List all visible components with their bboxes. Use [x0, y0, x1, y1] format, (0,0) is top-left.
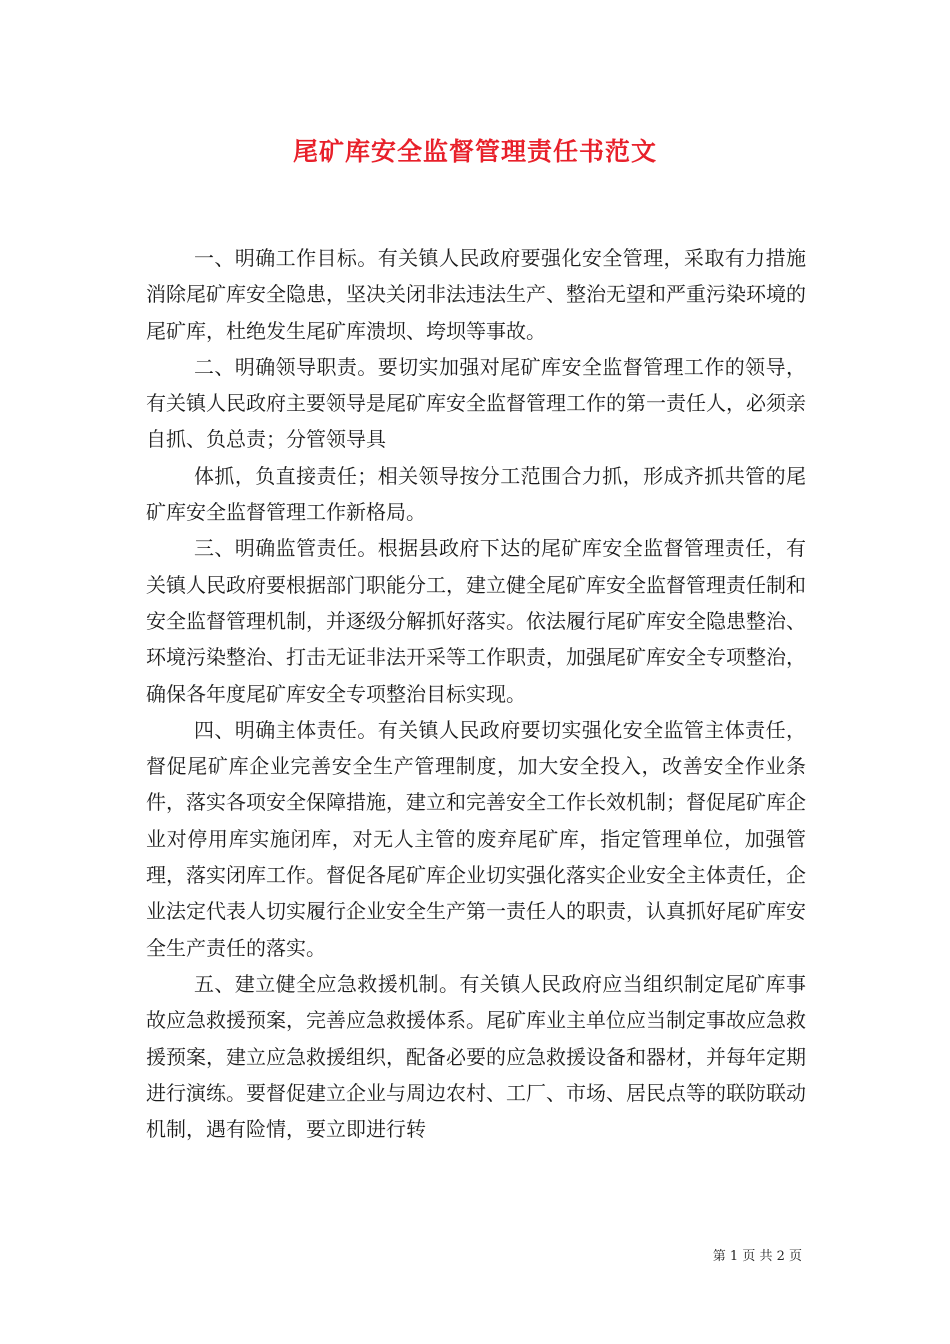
document-body	[146, 240, 806, 1147]
paragraph-main-responsibility: 四、明确主体责任。有关镇人民政府要切实强化安全监管主体责任，督促尾矿库企业完善安全生产管理制度，加大安全投入，改善安全作业条件，落实各项安全保障措施，建立和完善安全工作长效机制；督促尾矿库企业对停用库实施闭库，对无人主管的废弃尾矿库，指定管理单位，加强管理，落实闭库工作。督促各尾矿库企业切实强化落实企业安全主体责任，企业法定代表人切实履行企业安全生产第一责任人的职责，认真抓好尾矿库安全生产责任的落实。	[146, 717, 806, 960]
paragraph-leadership-duty-cont: 体抓，负直接责任；相关领导按分工范围合力抓，形成齐抓共管的尾矿库安全监督管理工作新格局。	[146, 463, 806, 525]
paragraph-leadership-duty: 二、明确领导职责。要切实加强对尾矿库安全监督管理工作的领导，有关镇人民政府主要领导是尾矿库安全监督管理工作的第一责任人，必须亲自抓、负总责；分管领导具	[146, 354, 806, 452]
document-title: 尾矿库安全监督管理责任书范文	[292, 137, 657, 166]
page-number-footer: 第 1 页 共 2 页	[712, 1249, 802, 1264]
paragraph-supervision-duty: 三、明确监管责任。根据县政府下达的尾矿库安全监督管理责任，有关镇人民政府要根据部门职能分工，建立健全尾矿库安全监督管理责任制和安全监督管理机制，并逐级分解抓好落实。依法履行尾矿库安全隐患整治、环境污染整治、打击无证非法开采等工作职责，加强尾矿库安全专项整治，确保各年度尾矿库安全专项整治目标实现。	[146, 536, 806, 706]
paragraph-work-goal: 一、明确工作目标。有关镇人民政府要强化安全管理，采取有力措施消除尾矿库安全隐患，坚决关闭非法违法生产、整治无望和严重污染环境的尾矿库，杜绝发生尾矿库溃坝、垮坝等事故。	[146, 246, 806, 343]
paragraph-emergency-rescue: 五、建立健全应急救援机制。有关镇人民政府应当组织制定尾矿库事故应急救援预案，完善应急救援体系。尾矿库业主单位应当制定事故应急救援预案，建立应急救援组织，配备必要的应急救援设备和器材，并每年定期进行演练。要督促建立企业与周边农村、工厂、市场、居民点等的联防联动机制，遇有险情，要立即进行转	[146, 971, 806, 1142]
